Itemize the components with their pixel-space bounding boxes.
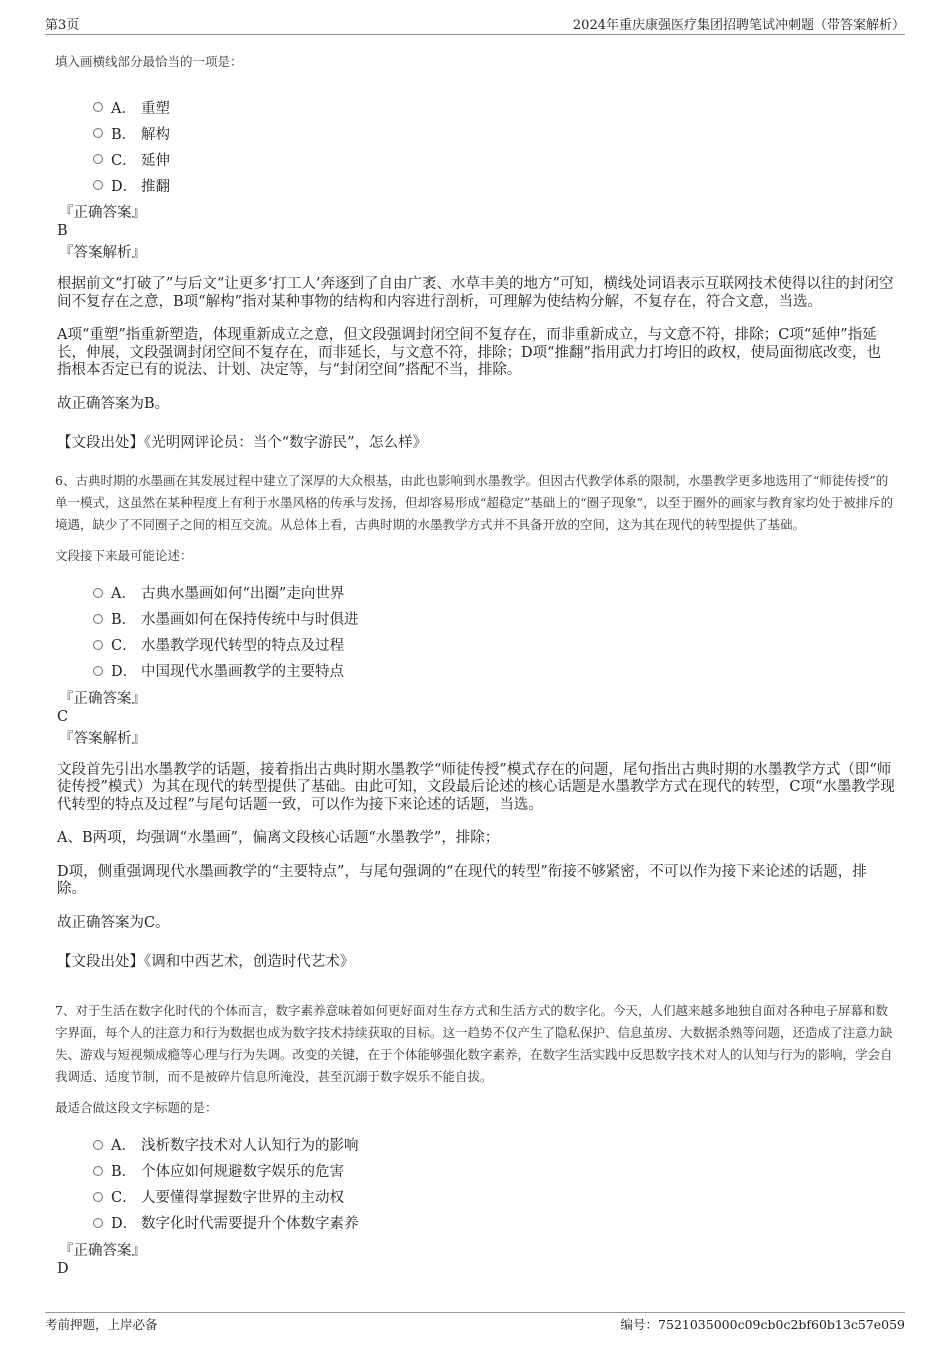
analysis-label: 『答案解析』 — [59, 245, 146, 261]
option-c[interactable]: C． 延伸 — [93, 146, 895, 172]
analysis-paragraph: D项，侧重强调现代水墨画教学的“主要特点”，与尾句强调的“在现代的转型”衔接不够紧密，不可以作为接下来论述的话题，排除。 — [57, 863, 867, 898]
radio-icon[interactable] — [93, 128, 103, 138]
option-a[interactable]: A． 古典水墨画如何“出圈”走向世界 — [93, 580, 895, 606]
question-prompt: 最适合做这段文字标题的是： — [55, 1099, 218, 1115]
page-header — [45, 12, 905, 35]
radio-icon[interactable] — [93, 614, 103, 624]
correct-answer: C — [57, 708, 69, 725]
options-list — [93, 580, 895, 684]
analysis-paragraph: 故正确答案为B。 — [57, 395, 170, 412]
page-footer — [45, 1312, 905, 1332]
radio-icon[interactable] — [93, 640, 103, 650]
radio-icon[interactable] — [93, 180, 103, 190]
radio-icon[interactable] — [93, 1192, 103, 1202]
document-id: 编号：7521035000c09cb0c2bf60b13c57e059 — [620, 1317, 905, 1332]
question-prompt: 填入画横线部分最恰当的一项是： — [55, 54, 243, 69]
radio-icon[interactable] — [93, 588, 103, 598]
radio-icon[interactable] — [93, 1166, 103, 1176]
source-citation: 【文段出处】《调和中西艺术，创造时代艺术》 — [57, 954, 355, 971]
radio-icon[interactable] — [93, 154, 103, 164]
question-prompt: 文段接下来最可能论述： — [55, 547, 193, 563]
option-d[interactable]: D． 数字化时代需要提升个体数字素养 — [93, 1210, 895, 1236]
options-list — [93, 94, 895, 198]
answer-label: 『正确答案』 — [59, 1242, 146, 1259]
question-5 — [55, 44, 895, 452]
correct-answer: B — [57, 223, 68, 239]
question-stem: 7、对于生活在数字化时代的个体而言，数字素养意味着如何更好面对生存方式和生活方式的数字化。今天，人们越来越多地独自面对各种电子屏幕和数字界面，每个人的注意力和行为数据也成为数字技术持续获取的目标。这一趋势不仅产生了隐私保护、信息茧房、大数据杀熟等问题，还造成了注意力缺失、游戏与短视频成瘾等心理与行为失调。改变的关键，在于个体能够强化数字素养，在数字生活实践中反思数字技术对人的认知与行为的影响，学会自我调适、适度节制，而不是被碎片信息所淹没，甚至沉溺于数字娱乐不能自拔。 — [55, 1003, 893, 1084]
option-d[interactable]: D． 中国现代水墨画教学的主要特点 — [93, 658, 895, 684]
option-b[interactable]: B． 水墨画如何在保持传统中与时俱进 — [93, 606, 895, 632]
analysis-paragraph: A、B两项，均强调“水墨画”，偏离文段核心话题“水墨教学”，排除； — [57, 830, 500, 847]
option-d[interactable]: D． 推翻 — [93, 172, 895, 198]
option-a[interactable]: A． 浅析数字技术对人认知行为的影响 — [93, 1132, 895, 1158]
analysis-paragraph: A项“重塑”指重新塑造，体现重新成立之意，但文段强调封闭空间不复存在，而非重新成立，与文意不符，排除；C项“延伸”指延长，伸展，文段强调封闭空间不复存在，而非延长，与文意不符，排除；D项“推翻”指用武力打垮旧的政权，使局面彻底改变，也指根本否定已有的说法、计划、决定等，与“封闭空间”搭配不当，排除。 — [57, 327, 881, 378]
question-7 — [55, 1000, 895, 1278]
question-stem: 6、古典时期的水墨画在其发展过程中建立了深厚的大众根基，由此也影响到水墨教学。但因古代教学体系的限制，水墨教学更多地选用了“师徒传授”的单一模式，这虽然在某种程度上有利于水墨风格的传承与发扬，但却容易形成“超稳定”基础上的“圈子现象”，以至于圈外的画家与教育家均处于被排斥的境遇，缺少了不同圈子之间的相互交流。从总体上看，古典时期的水墨教学方式并不具备开放的空间，这为其在现代的转型提供了基础。 — [55, 473, 894, 532]
source-citation: 【文段出处】《光明网评论员：当个“数字游民”，怎么样》 — [57, 435, 428, 451]
document-title: 2024年重庆康强医疗集团招聘笔试冲刺题（带答案解析） — [572, 18, 905, 33]
option-c[interactable]: C． 水墨教学现代转型的特点及过程 — [93, 632, 895, 658]
analysis-paragraph: 故正确答案为C。 — [57, 914, 170, 931]
option-c[interactable]: C． 人要懂得掌握数字世界的主动权 — [93, 1184, 895, 1210]
radio-icon[interactable] — [93, 1218, 103, 1228]
question-6 — [55, 470, 895, 971]
radio-icon[interactable] — [93, 666, 103, 676]
analysis-label: 『答案解析』 — [59, 730, 146, 747]
page-number: 第3页 — [45, 18, 80, 33]
answer-label: 『正确答案』 — [59, 690, 146, 707]
radio-icon[interactable] — [93, 1140, 103, 1150]
option-a[interactable]: A． 重塑 — [93, 94, 895, 120]
options-list — [93, 1132, 895, 1236]
radio-icon[interactable] — [93, 102, 103, 112]
footer-slogan: 考前押题，上岸必备 — [45, 1317, 158, 1332]
analysis-paragraph: 文段首先引出水墨教学的话题，接着指出古典时期水墨教学“师徒传授”模式存在的问题，尾句指出古典时期的水墨教学方式（即“师徒传授”模式）为其在现代的转型提供了基础。由此可知，文段最后论述的核心话题是水墨教学方式在现代的转型，C项“水墨教学现代转型的特点及过程”与尾句话题一致，可以作为接下来论述的话题，当选。 — [57, 761, 895, 813]
analysis-paragraph: 根据前文“打破了”与后文“让更多‘打工人’奔逐到了自由广袤、水草丰美的地方”可知，横线处词语表示互联网技术使得以往的封闭空间不复存在之意，B项“解构”指对某种事物的结构和内容进行剖析，可理解为使结构分解，不复存在，符合文意，当选。 — [57, 276, 894, 310]
answer-label: 『正确答案』 — [59, 205, 146, 221]
correct-answer: D — [57, 1260, 69, 1277]
option-b[interactable]: B． 解构 — [93, 120, 895, 146]
option-b[interactable]: B． 个体应如何规避数字娱乐的危害 — [93, 1158, 895, 1184]
